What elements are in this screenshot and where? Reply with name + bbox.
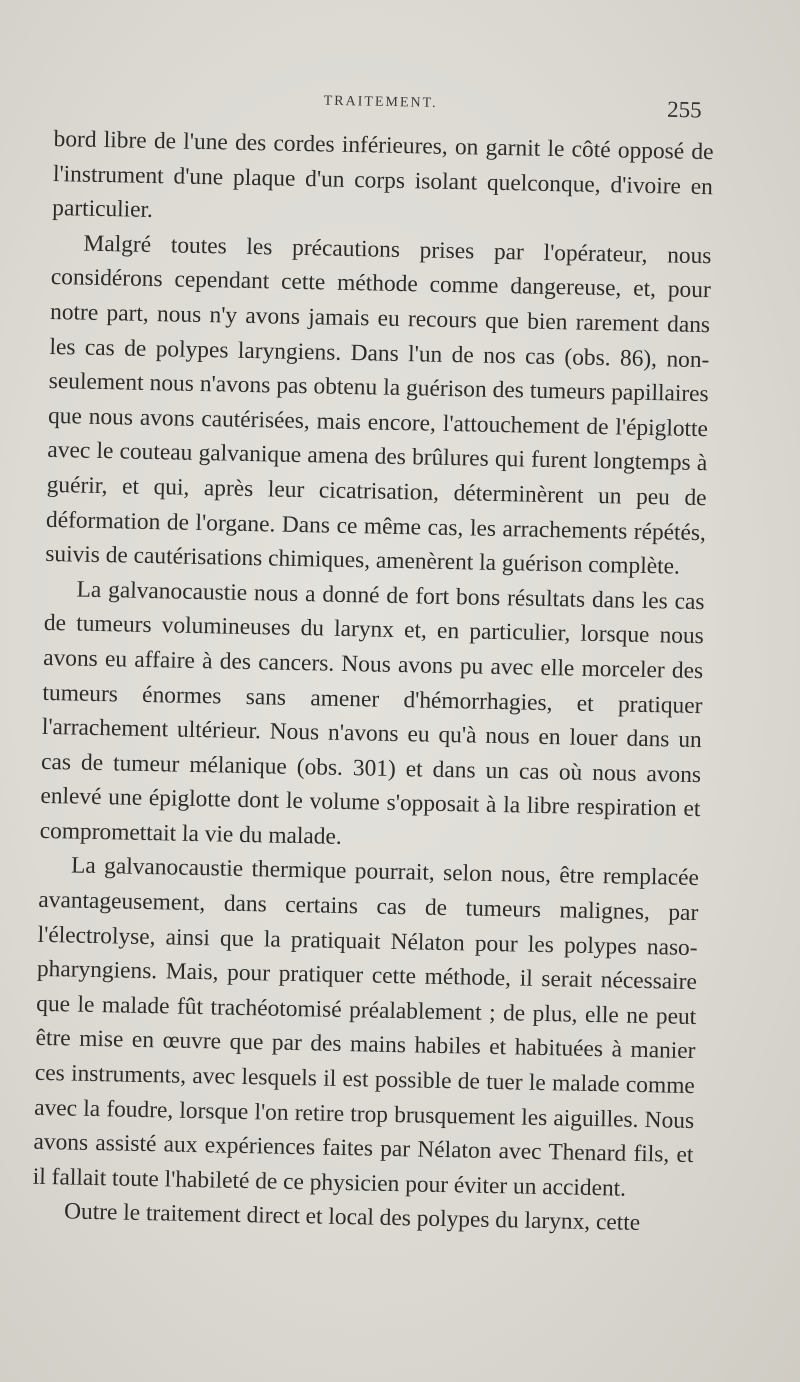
paragraph-continuation: bord libre de l'une des cordes inférieures, on garnit le côté opposé de l'instrument d'une plaque d'un corps isolant quelconque, d'ivoire en particulier. [52, 125, 714, 224]
running-title: TRAITEMENT. [323, 93, 438, 111]
paragraph: La galvanocaustie nous a donné de fort bons résultats dans les cas de tumeurs volumineuses du larynx et, en particulier, lorsque nous avons eu affaire à des cancers. Nous avons pu avec elle morceler des tumeurs énormes sans amener d'hémorrhagies, et pratiquer l'arrachement ultérieur. Nous n'avons eu qu'à nous en louer dans un cas de tumeur mélanique (obs. 301) et dans un cas où nous avons enlevé une épiglotte dont le volume s'opposait à la libre respiration et compromettait la vie du malade. [39, 576, 705, 850]
body-text [32, 122, 714, 1242]
paragraph: Malgré toutes les précautions prises par l'opérateur, nous considérons cependant cette méthode comme dangereuse, et, pour notre part, nous n'y avons jamais eu recours que bien rarement dans les cas de polypes laryngiens. Dans l'un de nos cas (obs. 86), non-seulement nous n'avons pas obtenu la guérison des tumeurs papillaires que nous avons cautérisées, mais encore, l'attouchement de l'épiglotte avec le couteau galvanique amena des brûlures qui furent longtemps à guérir, et qui, après leur cicatrisation, déterminèrent un peu de déformation de l'organe. Dans ce même cas, les arrachements répétés, suivis de cautérisations chimiques, amenèrent la guérison complète. [45, 230, 712, 580]
paragraph: Outre le traitement direct et local des polypes du larynx, cette [63, 1198, 641, 1237]
page-header [55, 84, 705, 128]
page-number: 255 [666, 96, 702, 123]
paragraph: La galvanocaustie thermique pourrait, selon nous, être remplacée avantageusement, dans certains cas de tumeurs malignes, par l'électrolyse, ainsi que la pratiquait Nélaton pour les polypes naso-pharyngiens. Mais, pour pratiquer cette méthode, il serait nécessaire que le malade fût trachéotomisé préalablement ; de plus, elle ne peut être mise en œuvre que par des mains habiles et habituées à manier ces instruments, avec lesquels il est possible de tuer le malade comme avec la foudre, lorsque l'on retire trop brusquement les aiguilles. Nous avons assisté aux expériences faites par Nélaton avec Thenard fils, et il fallait toute l'habileté de ce physicien pour éviter un accident. [32, 852, 700, 1202]
